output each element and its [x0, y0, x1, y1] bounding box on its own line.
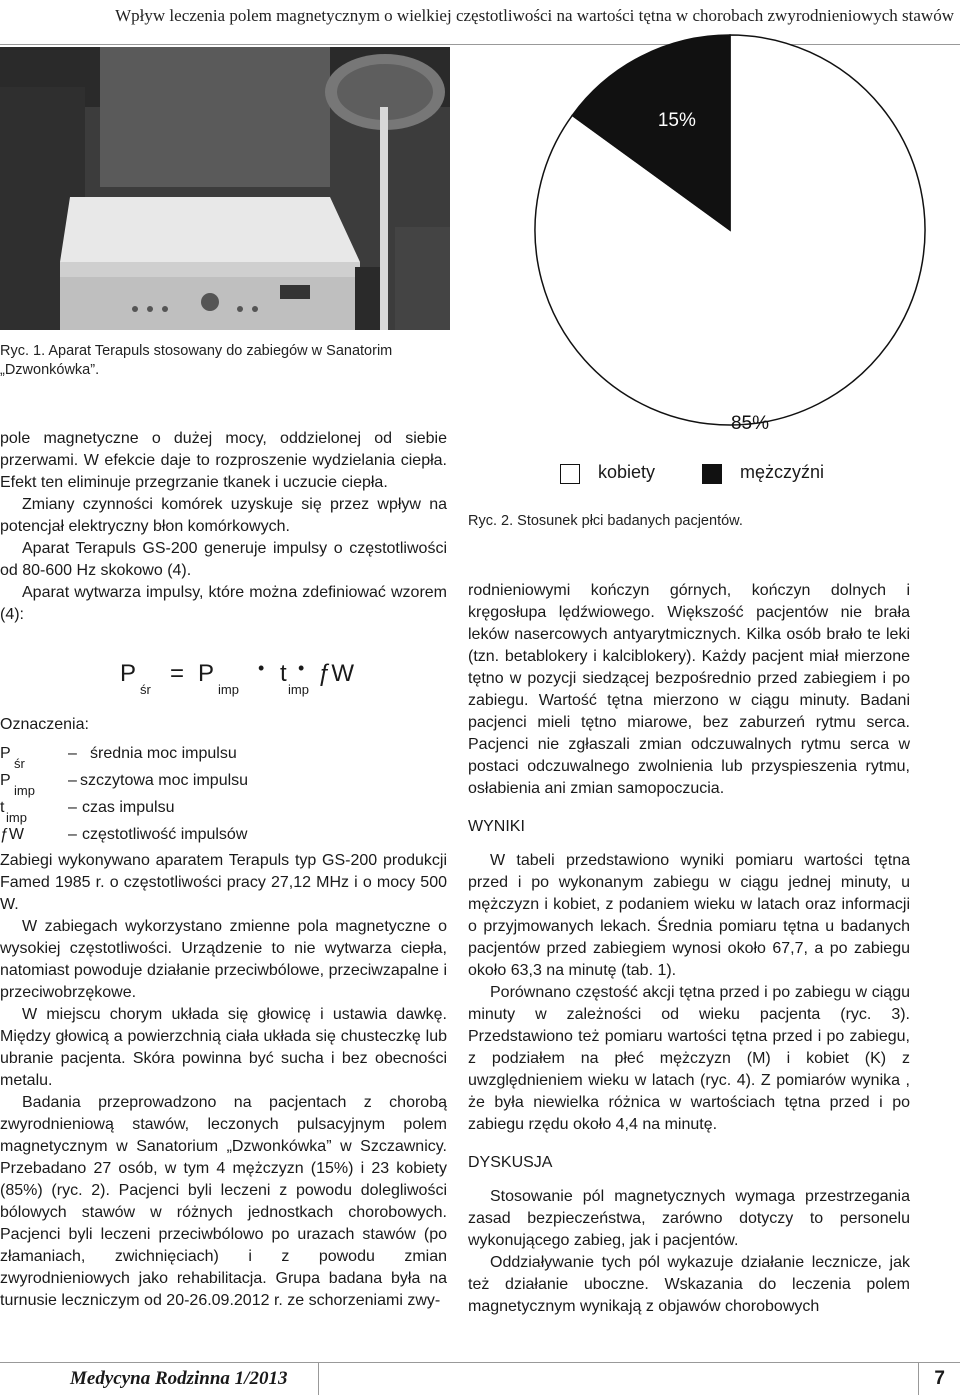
pie-label-kobiety: 85%	[730, 413, 770, 434]
footer-journal-name: Medycyna Rodzinna 1/2013	[70, 1368, 288, 1389]
paragraph: Stosowanie pól magnetycznych wymaga przestrzegania zasad bezpieczeństwa, zarówno dotyczy to personelu wykonującego zabieg, jak i pacjentów.	[468, 1188, 910, 1249]
definition-text: częstotliwość impulsów	[82, 826, 248, 843]
definition-subscript: imp	[14, 783, 35, 798]
formula-t: t	[280, 660, 287, 687]
paragraph: pole magnetyczne o dużej mocy, oddzielonej od siebie przerwami. W efekcie daje to rozproszenie wydzielania ciepła. Efekt ten eliminuje przegrzanie tkanek i uczucie ciepła.	[0, 430, 447, 491]
definition-dash: –	[68, 826, 77, 843]
paragraph: Zmiany czynności komórek uzyskuje się przez wpływ na potencjał elektryczny błon komórkowych.	[0, 496, 447, 535]
formula-fw: ƒW	[318, 660, 354, 687]
left-column-bottom	[0, 850, 447, 1312]
device-photo	[0, 47, 450, 330]
definition-text: średnia moc impulsu	[90, 745, 237, 762]
footer-divider	[318, 1362, 319, 1395]
paragraph: W tabeli przedstawiono wyniki pomiaru wartości tętna przed i po wykonanym zabiegu w ciągu jednej minuty, u mężczyzn i kobiet, z podaniem wieku w latach oraz informacji o przyjmowanych lekach. Średnia pomiaru tętna u badanych pacjentów przed zabiegiem wynosi około 67,7, a po zabiegu około 63,3 na minutę (tab. 1).	[468, 852, 910, 979]
legend-swatch-mezczyzni	[702, 464, 722, 484]
definition-row	[0, 743, 460, 771]
definition-dash: –	[68, 799, 77, 816]
definition-symbol: ƒW	[0, 826, 24, 843]
left-column-top	[0, 428, 447, 626]
definitions-heading-text: Oznaczenia:	[0, 716, 89, 733]
paragraph: Porównano częstość akcji tętna przed i po zabiegu w ciągu minuty w zależności od wieku pacjenta (ryc. 3). Przedstawiono też pomiaru wartości tętna przed i po zabiegu, z podziałem na płeć mężczyzn (M) i kobiet (K) z uwzględnieniem wieku w latach (ryc. 4). Z pomiarów wynika , że była niewielka różnica w wartościach tętna przed i po zabiegu rzędu około 4,4 na minutę.	[468, 984, 910, 1133]
gender-pie-chart	[500, 30, 960, 480]
definition-row	[0, 770, 460, 798]
definition-text: czas impulsu	[82, 799, 175, 816]
power-formula	[120, 660, 450, 700]
paragraph: rodnieniowymi kończyn górnych, kończyn dolnych i kręgosłupa lędźwiowego. Większość pacjentów nie brała leków nasercowych antyarytmicznych. Kilka osób brało te leki (tzn. betablokery i kalciblokery). Każdy pacjent miał mierzone tętno w pozycji siedzącej bezpośrednio przed zabiegiem i po zabiegu. Wartość tętna mierzono w ciągu minuty. Badani pacjenci mieli tętno miarowe, bez zaburzeń rytmu serca. Pacjenci nie zgłaszali zmian odczuwalnych rytmu serca w postaci odczuwalnego zwolnienia lub przyspieszenia rytmu, osłabienia ani zmian samopoczucia.	[468, 582, 910, 797]
pie-svg	[500, 30, 960, 460]
legend-label-kobiety: kobiety	[598, 462, 656, 482]
page-footer	[0, 1362, 960, 1395]
footer-rule	[0, 1362, 960, 1363]
formula-dot: •	[258, 658, 265, 678]
pie-legend	[560, 460, 920, 490]
formula-dot2b: •	[298, 658, 305, 678]
legend-swatch-kobiety	[560, 464, 580, 484]
figure1-caption-line1: Ryc. 1. Aparat Terapuls stosowany do zabiegów w Sanatorim	[0, 343, 393, 359]
paragraph: Aparat wytwarza impulsy, które można zdefiniować wzorem (4):	[0, 584, 447, 623]
formula-sub-imp: imp	[218, 682, 239, 697]
formula-equals: =	[170, 660, 185, 687]
definition-subscript: imp	[6, 810, 27, 825]
paragraph: W zabiegach wykorzystano zmienne pola magnetyczne o wysokiej częstotliwości. Urządzenie to nie wytwarza ciepła, natomiast powoduje działanie przeciwbólowe, przeciwzapalne i przeciwobrzękowe.	[0, 918, 447, 1001]
definition-symbol: t	[0, 799, 5, 816]
formula-sub-sr: śr	[140, 682, 151, 697]
figure1-caption-line2: „Dzwonkówka”.	[0, 362, 100, 378]
definition-row	[0, 824, 460, 848]
definition-text: szczytowa moc impulsu	[80, 772, 249, 789]
right-column	[468, 580, 910, 1318]
footer-page-number: 7	[934, 1368, 945, 1389]
paragraph: W miejscu chorym układa się głowicę i ustawia dawkę. Między głowicą a powierzchnią ciała układa się chusteczkę lub ubranie pacjenta. Skóra powinna być sucha i bez obecności metalu.	[0, 1006, 447, 1089]
paragraph: Oddziaływanie tych pól wykazuje działanie lecznicze, jak też działanie uboczne. Wskazania do leczenia polem magnetycznym wynikają z objawów chorobowych	[468, 1254, 910, 1315]
figure2-caption: Ryc. 2. Stosunek płci badanych pacjentów.	[468, 513, 743, 529]
paragraph: Aparat Terapuls GS-200 generuje impulsy o częstotliwości od 80-600 Hz skokowo (4).	[0, 540, 447, 579]
paragraph: Zabiegi wykonywano aparatem Terapuls typ GS-200 produkcji Famed 1985 r. o częstotliwości pracy 27,12 MHz i o mocy 500 W.	[0, 852, 447, 913]
pie-label-mezczyzni: 15%	[657, 109, 696, 131]
legend-label-mezczyzni: mężczyźni	[740, 462, 825, 482]
formula-p2: P	[198, 660, 215, 687]
section-heading-results: WYNIKI	[468, 818, 525, 835]
formula-sub-imp2: imp	[288, 682, 309, 697]
definition-symbol: P	[0, 772, 11, 789]
paragraph: Badania przeprowadzono na pacjentach z chorobą zwyrodnieniową stawów, leczonych pulsacyjnym polem magnetycznym w Sanatorium „Dzwonkówka” w Szczawnicy. Przebadano 27 osób, w tym 4 mężczyzn (15%) i 23 kobiety (85%) (ryc. 2). Pacjenci byli leczeni z powodu dolegliwości bólowych stawów w różnych jednostkach chorobowych. Pacjenci byli leczeni przeciwbólowo po urazach stawów (po złamaniach, zwichnięciach) i z powodu zmian zwyrodnieniowych jako rehabilitacja. Grupa badana była na turnusie leczniczym od 20-26.09.2012 r. ze schorzeniami zwy-	[0, 1094, 447, 1309]
definition-row	[0, 797, 460, 825]
figure1-caption	[0, 342, 450, 380]
definition-symbol: P	[0, 745, 11, 762]
definitions-block	[0, 714, 447, 854]
section-heading-discussion: DYSKUSJA	[468, 1154, 553, 1171]
definitions-heading	[0, 714, 460, 738]
running-header-title: Wpływ leczenia polem magnetycznym o wielkiej częstotliwości na wartości tętna w chorobach zwyrodnieniowych stawów	[115, 6, 954, 25]
footer-divider	[918, 1362, 919, 1395]
device-photo-illustration	[0, 47, 450, 330]
definition-dash: –	[68, 772, 77, 789]
definition-subscript: śr	[14, 756, 25, 771]
formula-p: P	[120, 660, 137, 687]
definition-dash: –	[68, 745, 77, 762]
